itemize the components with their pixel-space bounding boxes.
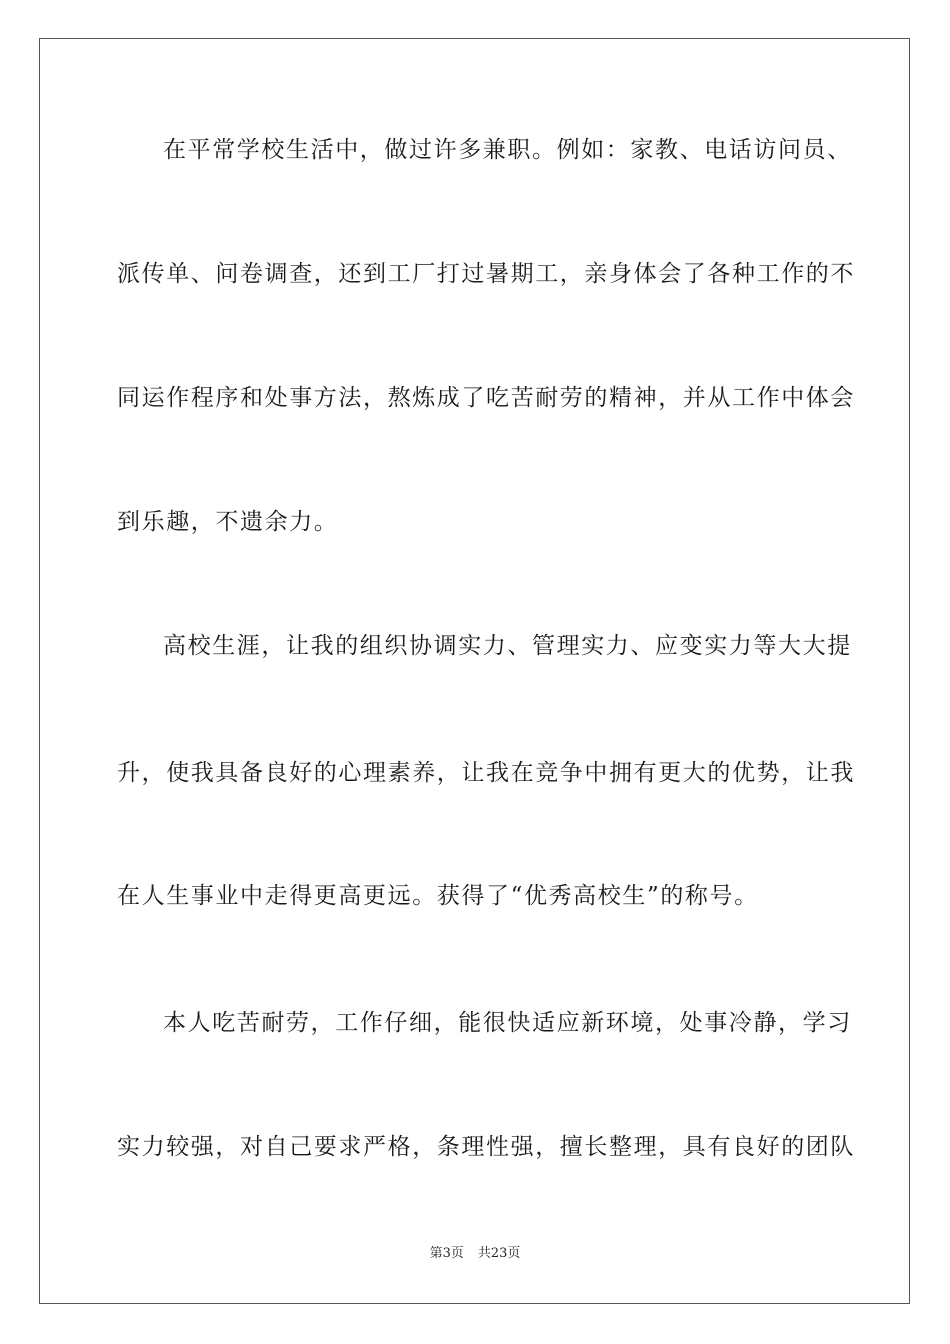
- paragraph-2-line-3: 在人生事业中走得更高更远。获得了“优秀高校生”的称号。: [117, 883, 759, 909]
- paragraph-1-line-1: 在平常学校生活中，做过许多兼职。例如：家教、电话访问员、: [163, 137, 852, 163]
- paragraph-3-line-1: 本人吃苦耐劳，工作仔细，能很快适应新环境，处事冷静，学习: [163, 1010, 852, 1036]
- page-footer: [0, 1245, 950, 1263]
- page-number: 第3页: [429, 1246, 464, 1261]
- page-border: [39, 38, 910, 1304]
- paragraph-2-line-1: 高校生涯，让我的组织协调实力、管理实力、应变实力等大大提: [163, 633, 852, 659]
- paragraph-3-line-2: 实力较强，对自己要求严格，条理性强，擅长整理，具有良好的团队: [117, 1134, 855, 1160]
- paragraph-1-line-4: 到乐趣，不遗余力。: [117, 509, 339, 535]
- paragraph-1-line-2: 派传单、问卷调查，还到工厂打过暑期工，亲身体会了各种工作的不: [117, 261, 855, 287]
- total-pages: 共23页: [477, 1246, 521, 1261]
- paragraph-2-line-2: 升，使我具备良好的心理素养，让我在竞争中拥有更大的优势，让我: [117, 760, 855, 786]
- paragraph-1-line-3: 同运作程序和处事方法，熬炼成了吃苦耐劳的精神，并从工作中体会: [117, 385, 855, 411]
